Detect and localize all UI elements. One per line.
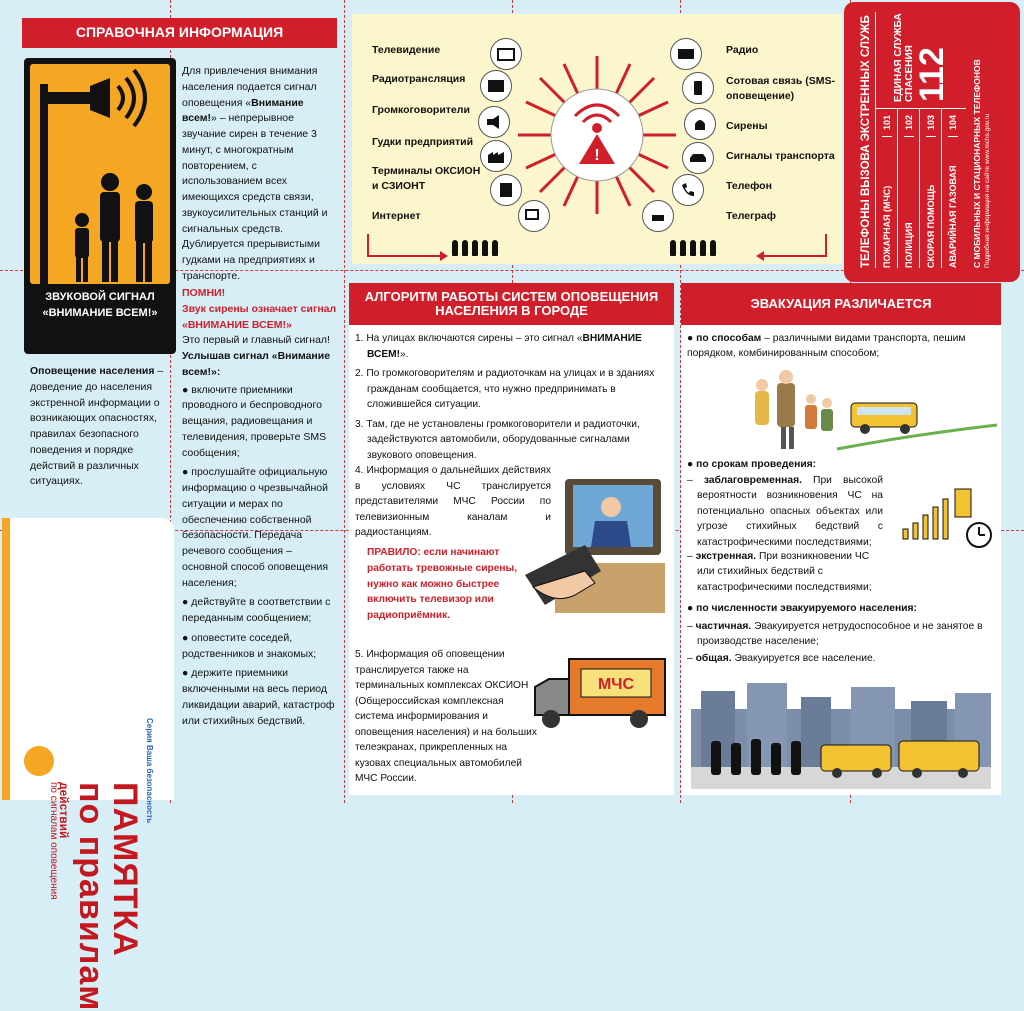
algorithm-panel xyxy=(349,325,674,795)
step-3: 3. Там, где не установлены громкоговорители и радиоточки, задействуются автомобили, оборудованные сигналами звукового оповещения. xyxy=(355,418,640,461)
alarm-description: Для привлечения внимания населения подается сигнал оповещения «Внимание всем!» – непрерывное звучание сирен в течение 3 минут, с многократным повторением, с использованием всех имеющихся средств связи, звукоусилительных станций и сигнальных средств. Дублируется прерывистыми гудками на предприятиях и транспорте. xyxy=(182,65,328,282)
phone-row-fire: ПОЖАРНАЯ (МЧС) 101 xyxy=(876,109,898,268)
svg-text:!: ! xyxy=(594,147,600,164)
label-tv: Телевидение xyxy=(372,44,441,56)
by-time: ● по срокам проведения: xyxy=(687,459,817,470)
label-telephone: Телефон xyxy=(726,180,772,192)
memo-sub-1: действий xyxy=(57,782,71,839)
step-1: 1. На улицах включаются сирены – это сигнал «ВНИМАНИЕ ВСЕМ!». xyxy=(355,333,642,360)
unified-service: ЕДИНАЯ СЛУЖБА xyxy=(893,13,904,102)
memo-sub-2: по сигналам оповещения xyxy=(48,782,59,900)
people-group-icon xyxy=(670,240,716,256)
alarm-sign xyxy=(24,58,176,354)
phone-row-police: ПОЛИЦИЯ 102 xyxy=(898,109,920,268)
memo-title: ПАМЯТКА xyxy=(106,782,144,957)
reference-header: СПРАВОЧНАЯ ИНФОРМАЦИЯ xyxy=(22,18,337,48)
by-method: ● по способам – различными видами транспорта, пешим порядком, комбинированным способом; xyxy=(687,333,966,360)
memo-subtitle: по правилам xyxy=(72,782,110,1011)
by-number: ● по численности эвакуируемого населения: xyxy=(687,603,917,614)
label-sirens: Сирены xyxy=(726,120,768,132)
label-factory-horns: Гудки предприятий xyxy=(372,136,474,148)
general-evacuation: – общая. Эвакуируется все население. xyxy=(687,653,876,664)
label-terminals: Терминалы ОКСИОН и СЗИОНТ xyxy=(372,165,481,193)
car-icon xyxy=(682,142,714,174)
algorithm-steps xyxy=(355,331,667,467)
phones-source: Подробная информация на сайте www.mchs.gov.ru xyxy=(984,113,991,268)
bullet-item: ● действуйте в соответствии с переданным сообщением; xyxy=(182,596,331,624)
sign-illustration xyxy=(30,64,170,284)
phones-rotated xyxy=(858,12,1018,268)
advance-evacuation: – заблаговременная. При высокой вероятности возникновения ЧС на потенциально опасных объектах или угрозе стихийных бедствий с катастрофическими последствиями; xyxy=(687,475,883,548)
phone-row-gas: АВАРИЙНАЯ ГАЗОВАЯ 104 xyxy=(942,109,964,268)
phones-footer: С МОБИЛЬНЫХ И СТАЦИОНАРНЫХ ТЕЛЕФОНОВ xyxy=(972,59,982,268)
unified-number: 112 xyxy=(913,47,951,102)
siren-people-icon xyxy=(30,64,170,284)
rescue: СПАСЕНИЯ xyxy=(904,45,915,102)
svg-text:МЧС: МЧС xyxy=(597,676,635,693)
evacuation-panel xyxy=(681,325,1001,795)
label-radio-translation: Радиотрансляция xyxy=(372,73,466,85)
emblem-icon xyxy=(24,746,54,776)
fold-line xyxy=(344,0,345,803)
evacuees-bus-icon xyxy=(751,365,1001,453)
label-radio: Радио xyxy=(726,44,759,56)
bullet-item: ● включите приемники проводного и беспроводного вещания, радиовещания и телевидения, проверьте SMS сообщения; xyxy=(182,383,327,459)
remember-block: ПОМНИ! Звук сирены означает сигнал «ВНИМАНИЕ ВСЕМ!» Это первый и главный сигнал! Услышав сигнал «Внимание всем!»: ● включите приемники проводного и беспроводного вещания, радиовещания и телевидения, проверьте SMS сообщения; ● прослушайте официальную информацию о чрезвычайной ситуации и мерах по обеспечению собственной безопасности. Передача речевого сообщения – основной способ оповещения населения; ● действуйте в соответствии с переданным сообщением; ● оповестите соседей, родственников и знакомых; ● держите приемники включенными на весь период ликвидации аварий, катастроф или стихийных бедствий. xyxy=(182,286,340,729)
mchs-truck-icon xyxy=(529,655,669,731)
partial-evacuation: – частичная. Эвакуируется нетрудоспособное и не занятое в производстве население; xyxy=(687,621,983,648)
memo-text-block xyxy=(48,782,142,1011)
label-cellular: Сотовая связь (SMS-оповещение) xyxy=(726,75,835,103)
siren-icon xyxy=(684,108,716,140)
label-transport-signals: Сигналы транспорта xyxy=(726,150,835,162)
algorithm-header: АЛГОРИТМ РАБОТЫ СИСТЕМ ОПОВЕЩЕНИЯ НАСЕЛЕНИЯ В ГОРОДЕ xyxy=(349,283,674,325)
step-2: 2. По громкоговорителям и радиоточкам на улицах и в зданиях гражданам сообщается, что нужно предпринимать в сложившейся ситуации. xyxy=(355,368,655,410)
loudspeaker-icon xyxy=(478,106,510,138)
step-4: 4. Информация о дальнейших действиях в условиях ЧС транслируется представителями МЧС России по телевизионным каналам и радиостанциям. xyxy=(355,465,551,538)
mobile-phone-icon xyxy=(682,72,714,104)
factory-icon xyxy=(480,140,512,172)
label-loudspeakers: Громкоговорители xyxy=(372,104,470,116)
bullet-item: ● держите приемники включенными на весь период ликвидации аварий, катастроф или стихийных бедствий. xyxy=(182,667,335,727)
radio-speaker-icon xyxy=(480,70,512,102)
label-telegraph: Телеграф xyxy=(726,210,776,222)
alarm-clock-icon xyxy=(899,485,999,555)
notification-diagram xyxy=(352,14,842,264)
sign-title: ЗВУКОВОЙ СИГНАЛ «ВНИМАНИЕ ВСЕМ!» xyxy=(42,291,158,319)
people-group-icon xyxy=(452,240,498,256)
memo-cover xyxy=(2,518,174,1011)
phone-row-ambulance: СКОРАЯ ПОМОЩЬ 103 xyxy=(920,109,942,268)
definition: Оповещение населения – доведение до населения экстренной информации о возникающих опасностях, правилах безопасного поведения и порядке действий в различных ситуациях. xyxy=(30,365,164,488)
emergency-evacuation: – экстренная. При возникновении ЧС или стихийных бедствий с катастрофическими последствиями; xyxy=(687,551,872,593)
rule: ПРАВИЛО: если начинают работать тревожные сирены, нужно как можно быстрее включить телевизор или радиоприёмник. xyxy=(367,547,518,622)
emergency-phones-card xyxy=(844,2,1020,282)
evacuation-header: ЭВАКУАЦИЯ РАЗЛИЧАЕТСЯ xyxy=(681,283,1001,325)
flow-arrows xyxy=(362,234,832,260)
memo-brand: Серия Ваша безопасность xyxy=(145,718,154,824)
central-siren-icon xyxy=(512,50,682,220)
bullet-item: ● оповестите соседей, родственников и знакомых; xyxy=(182,631,317,660)
step-5: 5. Информация об оповещении транслируется также на терминальных комплексах ОКСИОН (Общероссийская комплексная система информирования и оповещения населения) и на больших телеэкранах, прикрепленных на кузовах специальных автомобилей МЧС России. xyxy=(355,649,537,784)
label-internet: Интернет xyxy=(372,210,421,222)
tv-remote-icon xyxy=(525,475,669,615)
city-evacuation-icon xyxy=(691,679,991,789)
phones-title: ТЕЛЕФОНЫ ВЫЗОВА ЭКСТРЕННЫХ СЛУЖБ xyxy=(858,12,876,268)
bullet-item: ● прослушайте официальную информацию о чрезвычайной ситуации и мерах по обеспечению собственной безопасности. Передача речевого сообщения – основной способ оповещения населения; xyxy=(182,466,329,589)
